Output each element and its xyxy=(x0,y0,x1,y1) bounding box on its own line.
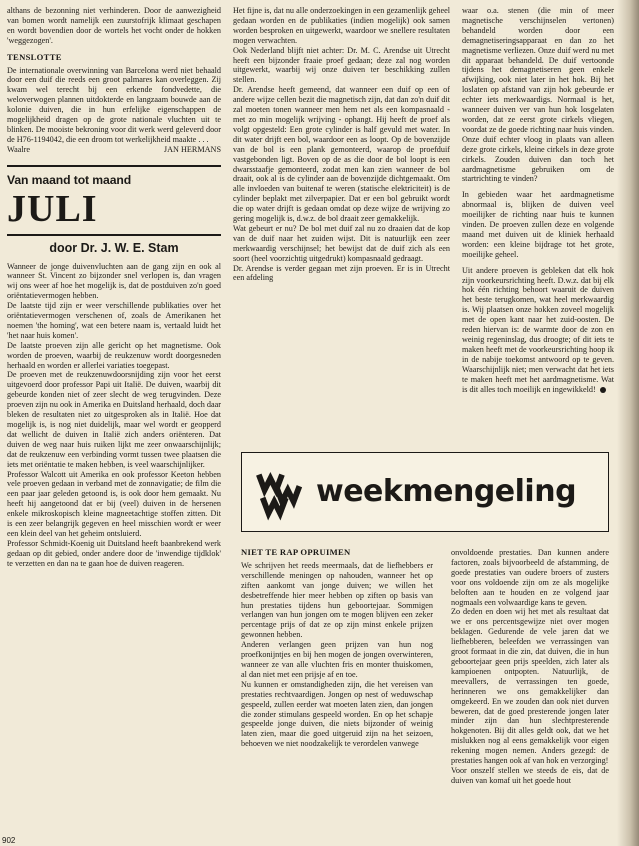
intro-paragraph: althans de bezonning niet verhinderen. Door de aanwezigheid van bomen wordt namelijk een zuurstofrijk klimaat geschapen en wordt bovendien door de wortels het vocht onder de hokken 'weggezogen'. xyxy=(7,6,221,45)
tenslotte-heading: TENSLOTTE xyxy=(7,51,62,62)
article-paragraph xyxy=(462,266,614,395)
weekmengeling-logo-icon xyxy=(253,463,311,521)
signature xyxy=(7,145,221,155)
article-paragraph: Dr. Arendse heeft gemeend, dat wanneer een duif op een of andere wijze cellen bezit die magnetisch zijn, dat dan zo'n duif dit zal moeten tonen wanneer men hem net als een kompasnaald - met zo min mogelijk wrijving - ophangt. Hij heeft de proef als volgt opgesteld: Een grote cylinder is half gevuld met water. In dit water drijft een bol, waardoor een as loopt. Op de bovenzijde van de bol is een plank gemonteerd, waarop de proefduif vastgebonden ligt. Boven op de as die door de bol loopt is een dwarsstaafje gemonteerd, zodat men kan zien wanneer de bol draait, ook al is de cylinder aan de bovenzijde dichtgemaakt. Om alle invloeden van buitenaf te weren (statische elektriciteit) is de cylinder beplakt met zilverpapier. Dat er een bol gebruikt wordt die op water drijft is gedaan omdat op deze wijze de wrijving zo gering mogelijk is, d.w.z. de bol draait zeer gemakkelijk. xyxy=(233,85,450,224)
article-paragraph: Het fijne is, dat nu alle onderzoekingen in een gezamenlijk geheel gedaan worden en de publikaties (indien mogelijk) ook samen worden besproken en uitgewerkt, waardoor we snellere resultaten mogen verwachten. xyxy=(233,6,450,45)
article-paragraph: Wat gebeurt er nu? De bol met duif zal nu zo draaien dat de kop van de duif naar het zuiden wijst. Dit is natuurlijk een zeer merkwaardig verschijnsel; het bewijst dat de duif zich als een soort (heel voorzichtig uitgedrukt) kompasnaald gedraagt. xyxy=(233,223,450,263)
article-title: JULI xyxy=(7,187,98,230)
article-paragraph: Wanneer de jonge duivenvluchten aan de gang zijn en ook al wanneer St. Vincent zo bijzonder snel verlopen is, dan vragen wij ons weer af hoe het mogelijk is, dat de postduiven zo'n goed oriëntatievermogen hebben. xyxy=(7,261,221,301)
article-paragraph: waar o.a. stenen (die min of meer magnetische verschijnselen vertonen) behandeld worden door een demagnetiseringsapparaat en dan zo het magnetisme verliezen. Onze duif werd nu met dit apparaat behandeld. De duif vertoonde tijdens het demagnetiseren geen enkele afwijking, ook niet later in het hok. Bij het loslaten op afstand van zijn hok gebeurde er echter iets merkwaardigs. Normaal is het, wanneer duiven ver van hun hok losgelaten worden, dat ze eerst grote cirkels vliegen, voordat ze de goede richting naar huis vinden. Onze duif echter vloog in plaats van alleen deze grote cirkels, kleine cirkels in deze grote cirkels. Zouden duiven dan toch het aardmagnetisme gebruiken om de startrichting te vinden? xyxy=(462,6,614,184)
tenslotte-paragraph: De internationale overwinning van Barcelona werd niet behaald door een duif die reeds een groot palmares kan overleggen. Zij kwam wel terecht bij een erkende fondvedette, die weloverwogen plannen uitdokterde en langzaam bouwde aan de kolonie duiven, die in hun erfelijke eigenschappen de mogelijkheid dragen op de grote nationale vluchten uit te blinken. De mooiste bekroning voor dit werk werd geleverd door de H76-1194042, die een droom tot werkelijkheid maakte . . . xyxy=(7,65,221,144)
column-middle-bottom xyxy=(241,548,433,749)
section-heading: NIET TE RAP OPRUIMEN xyxy=(241,547,351,557)
article-byline: door Dr. J. W. E. Stam xyxy=(49,240,179,255)
article-paragraph: Professor Walcott uit Amerika en ook professor Keeton hebben vele proeven gedaan in verband met de zonnavigatie; de film die een paar jaar geleden getoond is, is ook door hem gemaakt. Nu heeft hij aangetoond dat er bij (veel) duiven in de hersenen enkele mikroskopisch kleine magneetachtige stoffen zitten. Dit is een zeer belangrijk gegeven en heel misschien wordt er weer een klein deel van het geheim ontsluierd. xyxy=(7,469,221,538)
article-paragraph: Voor onszelf stellen we steeds de eis, dat de duiven van komaf uit het goede hout xyxy=(451,765,609,785)
weekmengeling-banner xyxy=(241,452,609,532)
section-divider xyxy=(7,165,221,167)
end-of-article-bullet xyxy=(600,387,606,393)
article-closing-text: Uit andere proeven is gebleken dat elk hok zijn voorkeursrichting heeft. D.w.z. dat bij elk hok één richting behoort waaruit de duiven het beste terugkomen, wat heel merkwaardig is. Wij plaatsen onze hokken zoveel mogelijk met de open kant naar het zuid-oosten. De reden hiervan is: de warmte door de zon en weinig regeninslag, dus droogte; of dit iets te maken heeft met de voorkeursrichting hoop ik in de nabije toekomst antwoord op te geven. Waarschijnlijk niet; men verwacht dat het iets te maken heeft met het aardmagnetisme. Wat is dit alles toch moeilijk en ingewikkeld! xyxy=(462,265,614,394)
column-left xyxy=(7,6,221,569)
title-underline xyxy=(7,234,221,236)
article-paragraph: In gebieden waar het aardmagnetisme abnormaal is, blijken de duiven veel moeilijker de richting naar huis te kunnen vinden. De proeven zullen deze en volgende maand met duiven uit de kliniek herhaald worden: een kleine bijdrage tot het grote, moeilijke geheel. xyxy=(462,190,614,259)
article-paragraph: Dr. Arendse is verder gegaan met zijn proeven. Er is in Utrecht een afdeling xyxy=(233,263,450,283)
article-paragraph: De laatste proeven zijn alle gericht op het magnetisme. Ook worden de proeven, waarbij de reukzenuw wordt doorgesneden herhaald en worden er allerlei variaties toegepast. xyxy=(7,340,221,370)
signature-name: JAN HERMANS xyxy=(163,144,221,154)
column-series-title: Van maand tot maand xyxy=(7,172,132,187)
weekmengeling-wordmark: weekmengeling xyxy=(316,474,577,509)
article-paragraph: onvoldoende prestaties. Dan kunnen andere factoren, zoals bijvoorbeeld de afstamming, de goede prestaties van oudere broers of zusters voor ons voldoende zijn om ze als mogelijke beloften aan te houden en ze volgend jaar nogmaals een volwaardige kans te geven. xyxy=(451,548,609,607)
article-paragraph: Professor Schmidt-Koenig uit Duitsland heeft baanbrekend werk gedaan op dit gebied, onder andere door de 'inwendige tijdklok' te verzetten en dan na te gaan hoe de duiven reageren. xyxy=(7,538,221,568)
article-paragraph: De proeven met de reukzenuwdoorsnijding zijn voor het eerst uitgevoerd door professor Papi uit Italië. De duiven, waarbij dit gebeurde konden niet of zeer slecht de weg terugvinden. Deze proeven zijn nu ook in Amerika en Duitsland herhaald, doch daar bleken de resultaten niet zo uitgesproken als in Italië. Hoe dat mogelijk is, is nog niet duidelijk, maar wel wordt er geopperd dat wellicht de duiven in Italië zich anders oriënteren. Dat duiven de weg naar huis ruiken lijkt me zeer onwaarschijnlijk; dat de reukzenuw een verbinding vormt tussen twee plaatsen die iets met oriëntatie te maken hebben, is veel waarschijnlijker. xyxy=(7,370,221,469)
article-paragraph: Zo deden en doen wij het met als resultaat dat we er ons percentsgewijze niet over mogen beklagen. Gedurende de vele jaren dat we liefhebberen, beleefden we verrassingen van groot formaat in die zin, dat duiven, die in hun geboortejaar geen prijs speelden, zich later als kampioenen ontpopten. Natuurlijk, de meevallers, de verrassingen ten goede, herinneren we ons gemakkelijker dan omgekeerd. En we zouden dan ook niet durven beweren, dat de goed presterende jongen later minder zijn dan hun slechtpresterende hokgenoten. Bij dit alles geldt ook, dat we het mislukken nog al eens gemakkelijk voor eigen rekening mogen nemen. Anders gezegd: de prestaties hangen ook af van hok en verzorging! xyxy=(451,607,609,766)
column-right xyxy=(462,6,614,394)
article-paragraph: We schrijven het reeds meermaals, dat de liefhebbers er verschillende meningen op nahouden, wanneer het op ziften aankomt van jonge duiven; we willen het desbetreffende hier meer hebben op ziften op basis van hun prestaties tijdens hun geboortejaar. Sommigen verlangen van hun jongen om te mogen blijven een zeker percentage prijs of dat ze op zijn minst enkele prijzen gewonnen hebben. xyxy=(241,560,433,640)
article-paragraph: Nu kunnen er omstandigheden zijn, die het vereisen van prestaties rechtvaardigen. Jongen op nest of weduwschap gespeeld, zullen eerder wat moeten laten zien, dan jongen die zonder stimulans gespeeld worden. En op het schapje gespeelde jonge duiven, die niets bijzonder of weinig laten zien, maar die goed uitgeruid zijn na het seizoen, behoeven we niet noodzakelijk te verordelen vanwege xyxy=(241,679,433,749)
column-middle xyxy=(233,6,450,283)
article-paragraph: Anderen verlangen geen prijzen van hun nog proefkonijntjes en bij hen mogen de jongen overwinteren, wanneer ze van alle vluchten fris en monter thuiskomen, al dan niet met een prijsje af en toe. xyxy=(241,640,433,679)
page-edge-shadow xyxy=(617,0,639,846)
page-number: 902 xyxy=(2,836,16,845)
signature-place: Waalre xyxy=(7,144,30,154)
column-right-bottom xyxy=(451,548,609,786)
article-paragraph: De laatste tijd zijn er weer verschillende publikaties over het oriëntatievermogen verschenen of, zoals de Amerikanen het noemen 'the homing', wat een betere naam is, vertaald luidt het 'het naar huis komen'. xyxy=(7,301,221,340)
article-paragraph: Ook Nederland blijft niet achter: Dr. M. C. Arendse uit Utrecht heeft een bijzonder fraaie proef gedaan; deze zal nog worden uitgewerkt, waarbij wij onze duiven ter beschikking zullen stellen. xyxy=(233,45,450,85)
